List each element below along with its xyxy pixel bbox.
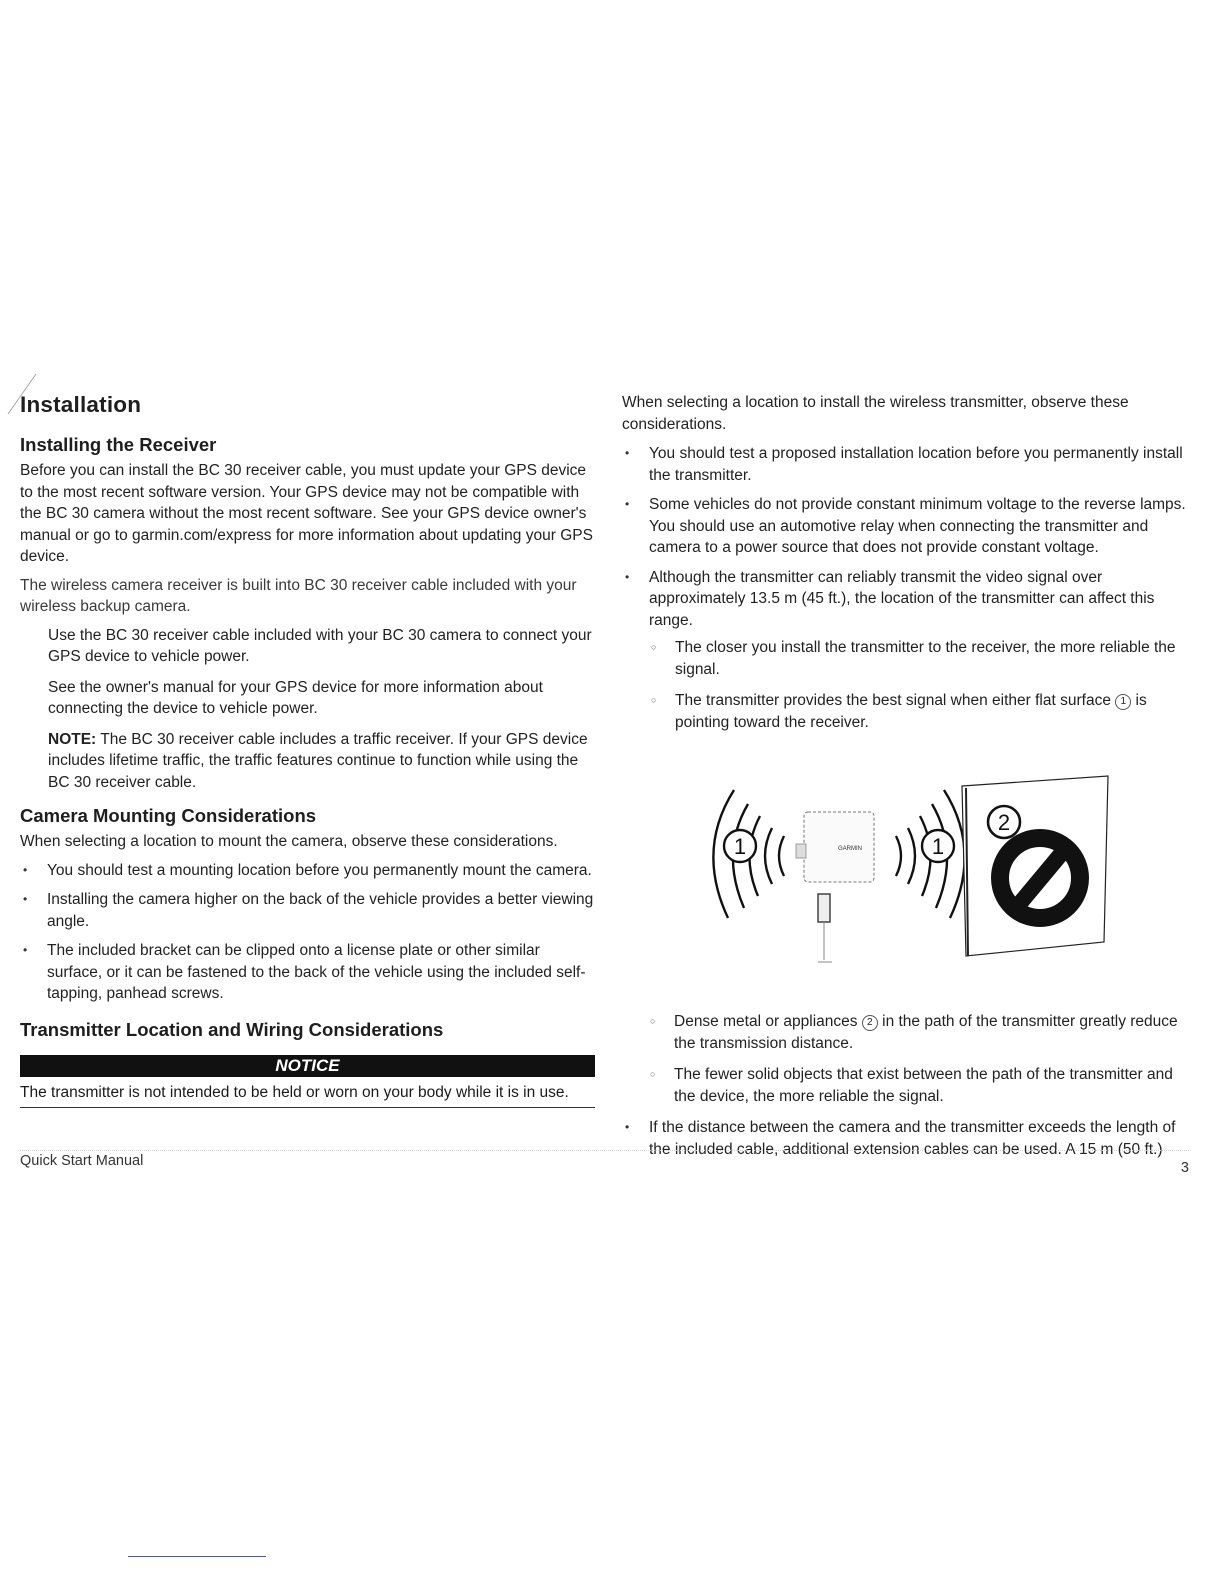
transmitter-device-icon (796, 812, 874, 962)
transmitter-bullet-list-2 (622, 1117, 1192, 1160)
camera-intro: When selecting a location to mount the camera, observe these considerations. (20, 833, 558, 850)
svg-text:2: 2 (997, 810, 1011, 835)
note-text: The BC 30 receiver cable includes a traffic receiver. If your GPS device includes lifetime traffic, the traffic features continue to function while using the BC 30 receiver cable. (48, 730, 588, 791)
range-sub-4: ○ The fewer solid objects that exist between the path of the transmitter and the device, the more reliable the signal. (648, 1064, 1192, 1107)
transmitter-bullet-4: • If the distance between the camera and the transmitter exceeds the length of the included cable, additional extension cables can be used. A 15 m (50 ft.) (622, 1117, 1192, 1160)
left-column (20, 392, 595, 1108)
callout-2-inline: 2 (862, 1015, 878, 1031)
camera-bullet-1: • You should test a mounting location before you permanently mount the camera. (20, 860, 595, 882)
notice-banner: NOTICE (20, 1055, 595, 1077)
range-sub-1: ○ The closer you install the transmitter to the receiver, the more reliable the signal. (649, 637, 1192, 680)
transmitter-signal-figure (700, 770, 1120, 970)
note-label: NOTE: (48, 730, 97, 748)
range-sub-2: ○ The transmitter provides the best signal when either flat surface 1 is pointing toward the receiver. (649, 690, 1192, 733)
receiver-step-1: Use the BC 30 receiver cable included with your BC 30 camera to connect your GPS device to vehicle power. (48, 626, 592, 665)
notice-text: The transmitter is not intended to be held or worn on your body while it is in use. (20, 1082, 595, 1109)
camera-bullet-3: • The included bracket can be clipped onto a license plate or other similar surface, or it can be fastened to the back of the vehicle using the included self-tapping, panhead screws. (20, 940, 595, 1005)
range-sub-list (649, 637, 1192, 733)
transmitter-bullet-3-text: Although the transmitter can reliably transmit the video signal over approximately 13.5 m (45 ft.), the location of the transmitter can affect this range. (649, 568, 1155, 629)
transmitter-heading: Transmitter Location and Wiring Considerations (20, 1018, 444, 1040)
callout-1-left (724, 830, 756, 862)
receiver-heading: Installing the Receiver (20, 434, 217, 455)
page-title: Installation (20, 392, 142, 417)
callout-2 (988, 806, 1020, 838)
svg-text:1: 1 (931, 834, 945, 859)
bottom-underline (128, 1556, 266, 1557)
camera-bullet-2: • Installing the camera higher on the back of the vehicle provides a better viewing angle. (20, 889, 595, 932)
transmitter-bullet-list (622, 443, 1192, 733)
transmitter-bullet-2: • Some vehicles do not provide constant minimum voltage to the reverse lamps. You should use an automotive relay when connecting the transmitter and camera to a power source that does not provide constant voltage. (622, 494, 1192, 559)
footer-divider (20, 1150, 1189, 1151)
transmitter-bullet-3 (622, 567, 1192, 734)
callout-1-right (922, 830, 954, 862)
receiver-step-2: See the owner's manual for your GPS device for more information about connecting the device to vehicle power. (48, 678, 543, 717)
range-sub-list-2 (648, 1011, 1192, 1107)
footer-manual-name: Quick Start Manual (20, 1153, 144, 1169)
camera-heading: Camera Mounting Considerations (20, 805, 317, 826)
transmitter-intro: When selecting a location to install the wireless transmitter, observe these considerations. (622, 394, 1129, 433)
receiver-note (48, 729, 595, 794)
transmitter-bullet-1: • You should test a proposed installation location before you permanently install the transmitter. (622, 443, 1192, 486)
range-sub-3: ○ Dense metal or appliances 2 in the path of the transmitter greatly reduce the transmission distance. (648, 1011, 1192, 1054)
garmin-logo: GARMIN (838, 846, 862, 852)
camera-bullet-list (20, 860, 595, 1005)
page-number: 3 (1180, 1160, 1189, 1176)
receiver-paragraph-1: Before you can install the BC 30 receiver cable, you must update your GPS device to the most recent software version. Your GPS device may not be compatible with the BC 30 camera without the most recent software. See your GPS device owner's manual or go to garmin.com/express for more information about updating your GPS device. (20, 462, 593, 565)
svg-text:1: 1 (733, 834, 747, 859)
receiver-paragraph-2: The wireless camera receiver is built into BC 30 receiver cable included with your wireless backup camera. (20, 576, 577, 615)
callout-1-inline: 1 (1115, 694, 1131, 710)
